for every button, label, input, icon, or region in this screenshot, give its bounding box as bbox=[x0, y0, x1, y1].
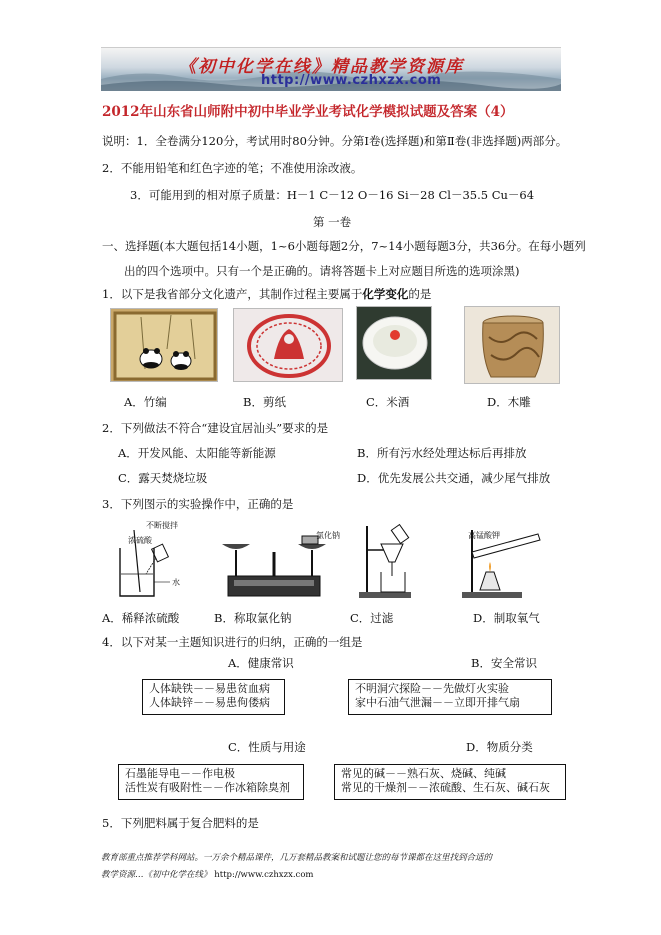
bowl-icon bbox=[357, 307, 432, 380]
rice-wine-image bbox=[356, 306, 432, 380]
label-sodium-chloride: 氯化钠 bbox=[316, 531, 340, 540]
q4-box-b bbox=[348, 679, 552, 715]
q2-stem: 2．下列做法不符合“建设宜居汕头”要求的是 bbox=[102, 421, 329, 435]
q4-box-c-line-1: 石墨能导电－－作电极 bbox=[125, 767, 235, 780]
q4-stem: 4．以下对某一主题知识进行的归纳，正确的一组是 bbox=[102, 635, 363, 649]
q4-group-d-head: D．物质分类 bbox=[466, 740, 533, 754]
bamboo-weaving-image bbox=[110, 308, 218, 382]
q1-option-c: C．米酒 bbox=[366, 395, 410, 409]
q1-stem-pre: 1．以下是我省部分文化遗产，其制作过程主要属于 bbox=[102, 287, 363, 301]
q4-group-a-head: A．健康常识 bbox=[228, 656, 294, 670]
q1-stem bbox=[102, 286, 431, 302]
filtration-diagram-icon bbox=[355, 520, 425, 600]
footer-url-link[interactable]: http://www.czhxzx.com bbox=[214, 870, 314, 880]
q4-box-d-line-1: 常见的碱－－熟石灰、烧碱、纯碱 bbox=[341, 767, 506, 780]
banner-title: 《初中化学在线》精品教学资源库 bbox=[179, 57, 464, 77]
q4-box-d-line-2: 常见的干燥剂－－浓硫酸、生石灰、碱石灰 bbox=[341, 781, 550, 794]
q4-box-a-line-2: 人体缺锌－－易患佝偻病 bbox=[149, 696, 270, 709]
q3-stem: 3．下列图示的实验操作中，正确的是 bbox=[102, 497, 294, 511]
q3-option-b: B．称取氯化钠 bbox=[214, 611, 292, 625]
q3-option-a: A．稀释浓硫酸 bbox=[102, 611, 180, 625]
q4-box-d bbox=[334, 764, 566, 800]
instruction-line-1: 说明：1．全卷满分120分，考试用时80分钟。分第Ⅰ卷(选择题)和第Ⅱ卷(非选择题)两部分。 bbox=[102, 134, 568, 148]
q2-option-b: B．所有污水经处理达标后再排放 bbox=[357, 446, 527, 460]
wood-carving-image bbox=[464, 306, 560, 384]
label-potassium-permanganate: 高锰酸钾 bbox=[468, 531, 500, 540]
part1-line-1: 一、选择题(本大题包括14小题，1~6小题每题2分，7~14小题每题3分，共36分。在每小题列 bbox=[102, 239, 586, 253]
q4-box-c bbox=[118, 764, 304, 800]
panda-icon bbox=[111, 309, 218, 382]
q1-option-b: B．剪纸 bbox=[243, 395, 286, 409]
paper-cut-icon bbox=[234, 309, 343, 382]
banner-url-link[interactable]: http://www.czhxzx.com bbox=[261, 73, 442, 88]
q4-box-b-line-1: 不明洞穴探险－－先做灯火实验 bbox=[355, 682, 509, 695]
q2-option-a: A．开发风能、太阳能等新能源 bbox=[118, 446, 276, 460]
oxygen-prep-diagram-icon bbox=[450, 520, 550, 600]
q1-option-a: A．竹编 bbox=[124, 395, 167, 409]
q2-option-c: C．露天焚烧垃圾 bbox=[118, 471, 208, 485]
label-water: 水 bbox=[172, 578, 180, 587]
q4-box-c-line-2: 活性炭有吸附性－－作冰箱除臭剂 bbox=[125, 781, 290, 794]
q4-group-b-head: B．安全常识 bbox=[471, 656, 537, 670]
label-sulfuric-acid: 浓硫酸 bbox=[128, 536, 152, 545]
header-banner bbox=[101, 47, 561, 91]
q3-option-c: C．过滤 bbox=[350, 611, 394, 625]
q4-box-a bbox=[142, 679, 285, 715]
q1-option-d: D．木雕 bbox=[487, 395, 531, 409]
page-footer bbox=[101, 850, 492, 884]
q3-option-d: D．制取氧气 bbox=[473, 611, 540, 625]
part1-line-2: 出的四个选项中。只有一个是正确的。请将答题卡上对应题目所选的选项涂黑) bbox=[124, 264, 520, 278]
instruction-line-2: 2．不能用铅笔和红色字迹的笔；不准使用涂改液。 bbox=[102, 161, 363, 175]
page-title: 2012年山东省山师附中初中毕业学业考试化学模拟试题及答案（4） bbox=[102, 104, 514, 120]
q1-stem-post: 的是 bbox=[408, 287, 432, 301]
footer-line-1: 教育部重点推荐学科网站。一万余个精品课件，几万套精品教案和试题让您的每节课都在这里找到合适的 bbox=[101, 853, 493, 863]
instruction-line-3: 3．可能用到的相对原子质量：H－1 C－12 O－16 Si－28 Cl－35.5 Cu－64 bbox=[130, 188, 535, 202]
paper-cutting-image bbox=[233, 308, 343, 382]
q5-stem: 5．下列肥料属于复合肥料的是 bbox=[102, 816, 259, 830]
footer-line-2-text: 教学资源…《初中化学在线》 bbox=[101, 870, 212, 880]
q2-option-d: D．优先发展公共交通，减少尾气排放 bbox=[357, 471, 551, 485]
q4-group-c-head: C．性质与用途 bbox=[228, 740, 306, 754]
section-title: 第 一卷 bbox=[313, 215, 352, 229]
label-stirring: 不断搅拌 bbox=[146, 521, 178, 530]
q4-box-b-line-2: 家中石油气泄漏－－立即开排气扇 bbox=[355, 696, 520, 709]
q1-stem-bold: 化学变化 bbox=[362, 287, 409, 301]
carving-icon bbox=[465, 307, 560, 384]
q4-box-a-line-1: 人体缺铁－－易患贫血病 bbox=[149, 682, 270, 695]
footer-line-2 bbox=[101, 867, 492, 884]
